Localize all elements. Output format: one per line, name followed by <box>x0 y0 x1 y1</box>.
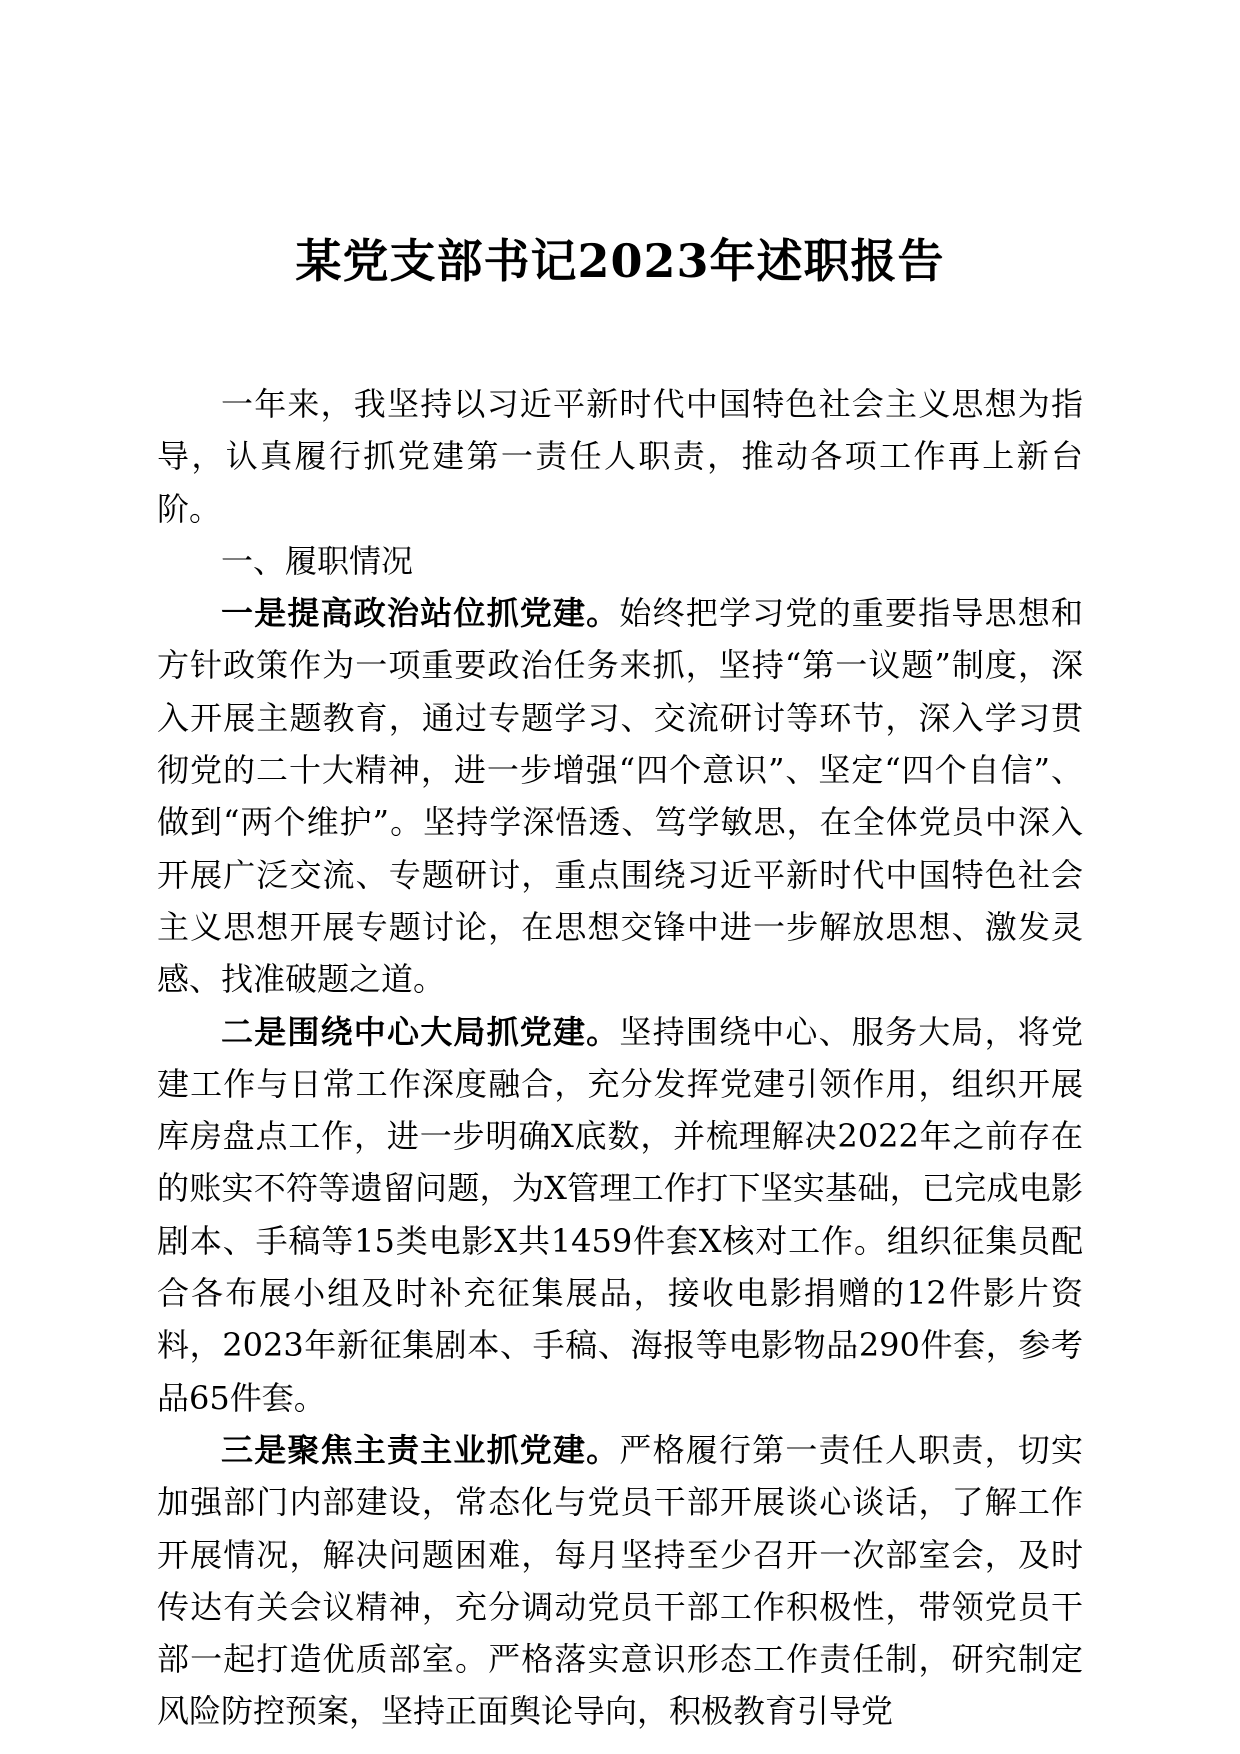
point-1-text: 始终把学习党的重要指导思想和方针政策作为一项重要政治任务来抓，坚持“第一议题”制度，深入开展主题教育，通过专题学习、交流研讨等环节，深入学习贯彻党的二十大精神，进一步增强“四个意识”、坚定“四个自信”、做到“两个维护”。坚持学深悟透、笃学敏思，在全体党员中深入开展广泛交流、专题研讨，重点围绕习近平新时代中国特色社会主义思想开展专题讨论，在思想交锋中进一步解放思想、激发灵感、找准破题之道。 <box>157 594 1083 999</box>
paragraph-point-1 <box>157 587 1083 1005</box>
paragraph-point-3 <box>157 1424 1083 1738</box>
section-heading-performance: 一、履职情况 <box>221 541 414 580</box>
document-title: 某党支部书记2023年述职报告 <box>295 234 945 288</box>
point-2-lead: 二是围绕中心大局抓党建。 <box>221 1012 620 1051</box>
point-1-lead: 一是提高政治站位抓党建。 <box>221 594 620 633</box>
point-2-text: 坚持围绕中心、服务大局，将党建工作与日常工作深度融合，充分发挥党建引领作用，组织开展库房盘点工作，进一步明确X底数，并梳理解决2022年之前存在的账实不符等遗留问题，为X管理工作打下坚实基础，已完成电影剧本、手稿等15类电影X共1459件套X核对工作。组织征集员配合各布展小组及时补充征集展品，接收电影捐赠的12件影片资料，2023年新征集剧本、手稿、海报等电影物品290件套，参考品65件套。 <box>157 1012 1083 1417</box>
paragraph-point-2 <box>157 1006 1083 1424</box>
document-body <box>157 378 1083 1738</box>
point-3-text: 严格履行第一责任人职责，切实加强部门内部建设，常态化与党员干部开展谈心谈话，了解工作开展情况，解决问题困难，每月坚持至少召开一次部室会，及时传达有关会议精神，充分调动党员干部工作积极性，带领党员干部一起打造优质部室。严格落实意识形态工作责任制，研究制定风险防控预案，坚持正面舆论导向，积极教育引导党 <box>157 1430 1083 1731</box>
point-3-lead: 三是聚焦主责主业抓党建。 <box>221 1430 620 1469</box>
intro-paragraph: 一年来，我坚持以习近平新时代中国特色社会主义思想为指导，认真履行抓党建第一责任人职责，推动各项工作再上新台阶。 <box>157 385 1083 528</box>
